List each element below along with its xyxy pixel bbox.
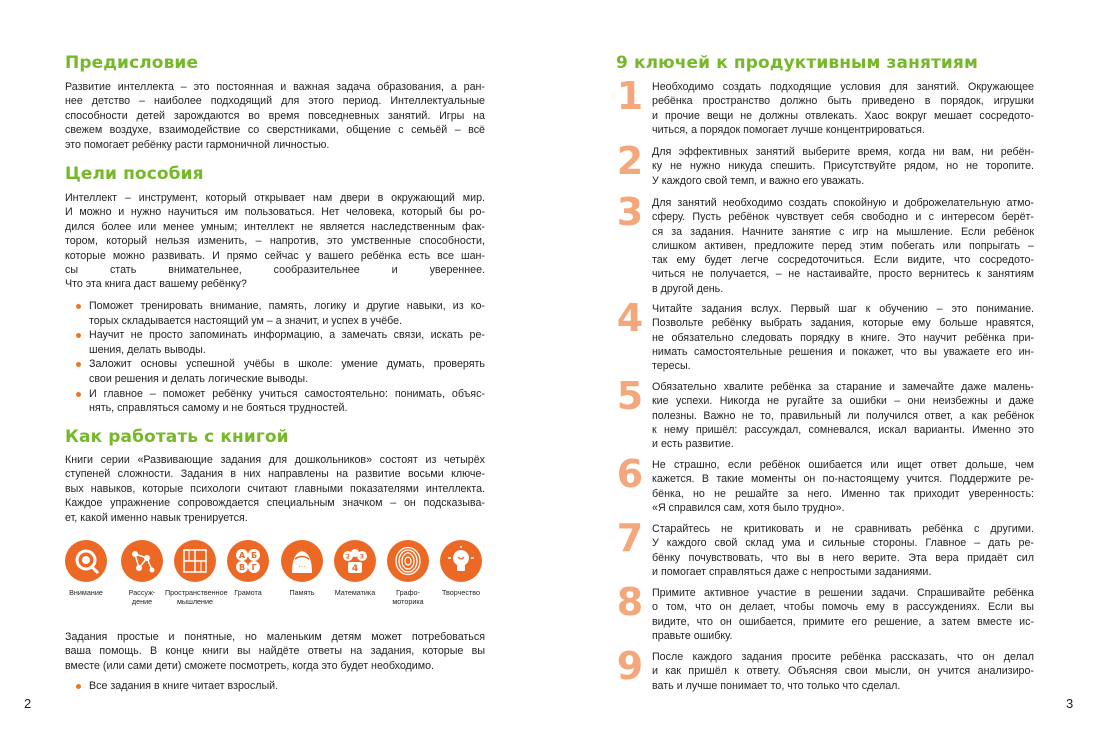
skill-math xyxy=(325,540,385,598)
text-line: ет, какой именно навык тренируется. xyxy=(65,511,248,524)
text-line: полезны. Важно не то, правильный ли получился ответ, а как ребёнок xyxy=(652,409,1034,422)
text-line: Для эффективных занятий выберите время, когда ни вам, ни ребён- xyxy=(652,146,1034,158)
list-item xyxy=(76,299,485,328)
text-line: и как пришёл к ответу. Объясняя свои мысли, он учится анализиро- xyxy=(652,665,1034,678)
skill-spatial xyxy=(165,540,228,606)
closing-text xyxy=(65,630,485,673)
key-number: 5 xyxy=(616,374,644,418)
text-line: свежем воздухе, взаимодействие со сверстниками, общение с семьёй – всё xyxy=(65,124,485,137)
svg-text:…: … xyxy=(298,561,306,569)
key-text xyxy=(652,586,1034,643)
key-item xyxy=(616,644,1034,693)
right-page xyxy=(550,0,1100,733)
text-line: У каждого свой темп, и важно его уважать. xyxy=(652,174,865,187)
text-line: шения, делать выводы. xyxy=(89,343,206,356)
key-text xyxy=(652,380,1034,451)
text-line: «Я справился сам, хотя было трудно». xyxy=(652,501,845,514)
text-line: Позвольте ребёнку выбрать задания, которые ему больше нравятся, xyxy=(652,317,1034,330)
key-text xyxy=(652,145,1034,188)
text-line: ку не нужно никуда спешить. Присутствуйте рядом, но не торопите. xyxy=(652,160,1034,173)
skill-label: Грамота xyxy=(234,588,262,597)
text-line: вых навыков, которые психологи считают главными показателями интеллекта. xyxy=(65,482,485,495)
text-line: ся за задания. Начните занятие с игр на мышление. Если ребёнок xyxy=(652,225,1034,238)
closing-bullet-list xyxy=(76,679,485,694)
text-line: Каждое упражнение сопровождается специальным значком – он подсказыва- xyxy=(65,497,485,510)
text-line: это помогает ребёнку расти гармоничной личностью. xyxy=(65,138,330,151)
list-item-text: Все задания в книге читает взрослый. xyxy=(89,680,279,692)
text-line: правьте ошибку. xyxy=(652,629,733,642)
text-line: читься не получается, – не настаивайте, просто вернитесь к занятиям xyxy=(652,268,1034,281)
connections-icon xyxy=(121,540,163,582)
text-line: свои решения и делать логические выводы. xyxy=(89,372,309,385)
key-number: 2 xyxy=(616,139,644,183)
text-line: Книги серии «Развивающие задания для дошкольников» состоят из четырёх xyxy=(65,454,485,466)
page-number-right: 3 xyxy=(1066,696,1074,711)
skill-fine-motor xyxy=(378,540,438,606)
key-number: 6 xyxy=(616,452,644,496)
text-line: ваша помощь. В конце книги вы найдёте ответы на задания, которые вы xyxy=(65,645,485,658)
text-line: Читайте задания вслух. Первый шаг к обучению – это понимание. xyxy=(652,303,1034,315)
key-item xyxy=(616,190,1034,296)
key-item xyxy=(616,516,1034,579)
text-line: и есть развитие. xyxy=(652,438,734,451)
text-line: Необходимо создать подходящие условия для занятий. Окружающее xyxy=(652,81,1034,93)
key-text xyxy=(652,80,1034,137)
svg-text:2: 2 xyxy=(345,553,351,561)
text-line: кажется. В такие моменты он по-настоящему учится. Поддержите ре- xyxy=(652,473,1034,486)
key-item xyxy=(616,374,1034,451)
text-line: так ему будет легче сосредоточиться. Если видите, что сосредото- xyxy=(652,254,1034,267)
bullet-dot xyxy=(76,333,81,338)
key-text xyxy=(652,302,1034,373)
key-text xyxy=(652,522,1034,579)
text-line: Не страшно, если ребёнок ошибается или ищет ответ дольше, чем xyxy=(652,459,1034,471)
text-line: бёнка, но не решайте за него. Именно так приходит уверенность: xyxy=(652,487,1034,500)
text-line: тересы. xyxy=(652,360,691,373)
list-item xyxy=(76,357,485,386)
svg-text:Г: Г xyxy=(251,563,257,572)
key-item xyxy=(616,452,1034,515)
skill-attention xyxy=(56,540,116,598)
text-line: в другой день. xyxy=(652,282,724,295)
howto-title: Как работать с книгой xyxy=(65,427,289,447)
text-line: ступеней сложности. Задания в них направлены на развитие восьми ключе- xyxy=(65,468,485,481)
text-line: вместе (или сами дети) сможете посмотреть, когда это будет необходимо. xyxy=(65,659,435,672)
text-line: не обязательно следовать порядку в книге. Это научит ребёнка при- xyxy=(652,331,1034,344)
key-text xyxy=(652,650,1034,693)
text-line: кие успехи. Никогда не ругайте за ошибки – они неизбежны и даже xyxy=(652,395,1034,408)
preface-text xyxy=(65,80,485,152)
text-line: Задания простые и понятные, но маленьким детям может потребоваться xyxy=(65,631,485,643)
key-number: 9 xyxy=(616,644,644,688)
key-text xyxy=(652,458,1034,515)
lightbulb-icon xyxy=(440,540,482,582)
skill-label: Графо- моторика xyxy=(392,588,424,606)
text-line: сферу. Пусть ребёнок чувствует себя свободно и с интересом берёт- xyxy=(652,211,1034,224)
goals-text xyxy=(65,191,485,292)
text-line: слишком активен, предложите перед этим побегать или попрыгать – xyxy=(652,239,1034,252)
skill-reasoning xyxy=(112,540,172,606)
bullet-dot xyxy=(76,362,81,367)
text-line: способности детей зарождаются во время повседневных занятий. Игры на xyxy=(65,109,485,122)
svg-text:Б: Б xyxy=(250,551,258,560)
magnifier-icon xyxy=(65,540,107,582)
text-line: нее детство – наиболее подходящий для этого период. Интеллектуальные xyxy=(65,95,485,108)
text-line: которые можно развивать. И прямо сейчас у вашего ребёнка есть все шан- xyxy=(65,249,485,262)
key-number: 4 xyxy=(616,296,644,340)
text-line: вать и лучше понимает то, что только что сделал. xyxy=(652,679,901,692)
text-line: Примите активное участие в решении задачи. Спрашивайте ребёнка xyxy=(652,587,1034,599)
key-item xyxy=(616,74,1034,137)
skill-label: Память xyxy=(289,588,315,597)
text-line: бёнку почувствовать, что вы в него верите. Эта вера придаёт сил xyxy=(652,551,1034,564)
text-line: У каждого свой склад ума и сильные стороны. Главное – дать ре- xyxy=(652,537,1034,550)
letters-icon xyxy=(227,540,269,582)
preface-title: Предисловие xyxy=(65,53,199,73)
skill-label: Пространственное мышление xyxy=(165,588,228,606)
list-item xyxy=(76,679,485,694)
text-line: сы стать внимательнее, сообразительнее и увереннее. xyxy=(65,264,485,277)
svg-text:3: 3 xyxy=(359,553,365,561)
key-number: 8 xyxy=(616,580,644,624)
howto-text xyxy=(65,453,485,525)
skill-label: Творчество xyxy=(441,588,480,597)
goals-bullet-list xyxy=(76,299,485,416)
text-line: тором, который нельзя изменить, – напротив, это умственные способности, xyxy=(65,235,485,248)
text-line: И можно и нужно научиться им пользоваться. Нет человека, который бы ро- xyxy=(65,206,485,219)
key-number: 3 xyxy=(616,190,644,234)
text-line: нять, справляться самому и не бояться трудностей. xyxy=(89,402,348,415)
bullet-dot xyxy=(76,392,81,397)
key-item xyxy=(616,580,1034,643)
key-number: 1 xyxy=(616,74,644,118)
bullet-dot xyxy=(76,684,81,689)
skill-literacy xyxy=(218,540,278,598)
skill-label: Рассуж- дение xyxy=(128,588,156,606)
text-line: и прочие вещи не должны отвлекать. Хаос вокруг мешает сосредото- xyxy=(652,109,1034,122)
text-line: о том, что он делает, чтобы помочь ему в рассуждениях. Если вы xyxy=(652,601,1034,614)
text-line: и помогает справляться даже с непростыми заданиями. xyxy=(652,565,932,578)
text-line: Поможет тренировать внимание, память, логику и другие навыки, из ко- xyxy=(89,300,485,312)
svg-text:4: 4 xyxy=(351,564,359,574)
text-line: Старайтесь не критиковать и не сравнивать ребёнка с другими. xyxy=(652,523,1034,535)
text-line: дился более или менее умным; интеллект не является наследственным фак- xyxy=(65,220,485,233)
text-line: Интеллект – инструмент, который открывает нам двери в окружающий мир. xyxy=(65,192,485,204)
page-number-left: 2 xyxy=(24,696,32,711)
list-item xyxy=(76,387,485,416)
skill-icons-row xyxy=(62,540,487,620)
text-line: Для занятий необходимо создать спокойную и доброжелательную атмо- xyxy=(652,197,1034,209)
key-item xyxy=(616,296,1034,373)
memory-head-icon xyxy=(281,540,323,582)
skill-label: Математика xyxy=(334,588,376,597)
skill-label: Внимание xyxy=(69,588,103,597)
skill-memory xyxy=(272,540,332,598)
text-line: Обязательно хвалите ребёнка за старание и замечайте даже малень- xyxy=(652,381,1034,393)
text-line: Научит не просто запоминать информацию, а замечать связи, искать ре- xyxy=(89,329,485,342)
text-line: Развитие интеллекта – это постоянная и важная задача образования, а ран- xyxy=(65,81,485,93)
goals-title: Цели пособия xyxy=(65,164,204,184)
math-icon xyxy=(334,540,376,582)
bullet-dot xyxy=(76,304,81,309)
text-line: ребёнка пространство должно быть приведено в порядок, игрушки xyxy=(652,95,1034,108)
text-line: Заложит основы успешной учёбы в школе: умение думать, проверять xyxy=(89,358,485,371)
text-line: видите, что он ошибается, примите его решение, а затем вместе ис- xyxy=(652,615,1034,628)
key-text xyxy=(652,196,1034,296)
text-line: торых складывается настоящий ум – а значит, и успех в учёбе. xyxy=(89,314,403,327)
key-number: 7 xyxy=(616,516,644,560)
skill-creativity xyxy=(431,540,491,598)
keys-title: 9 ключей к продуктивным занятиям xyxy=(616,53,978,73)
text-line: нимать самостоятельные решения и покажет, что вы уважаете его ин- xyxy=(652,345,1034,358)
text-line: читься, а порядок помогает лучше концентрироваться. xyxy=(652,123,925,136)
grid-icon xyxy=(174,540,216,582)
svg-text:А: А xyxy=(238,551,246,560)
svg-text:В: В xyxy=(238,563,246,572)
text-line: И главное – поможет ребёнку учиться самостоятельно: понимать, объяс- xyxy=(89,387,485,400)
key-item xyxy=(616,139,1034,188)
text-line: к нему пришёл: рассуждал, сомневался, искал варианты. Именно это xyxy=(652,423,1034,436)
list-item xyxy=(76,328,485,357)
fingerprint-icon xyxy=(387,540,429,582)
text-line: Что эта книга даст вашему ребёнку? xyxy=(65,278,247,291)
text-line: После каждого задания просите ребёнка рассказать, что он делал xyxy=(652,651,1034,663)
